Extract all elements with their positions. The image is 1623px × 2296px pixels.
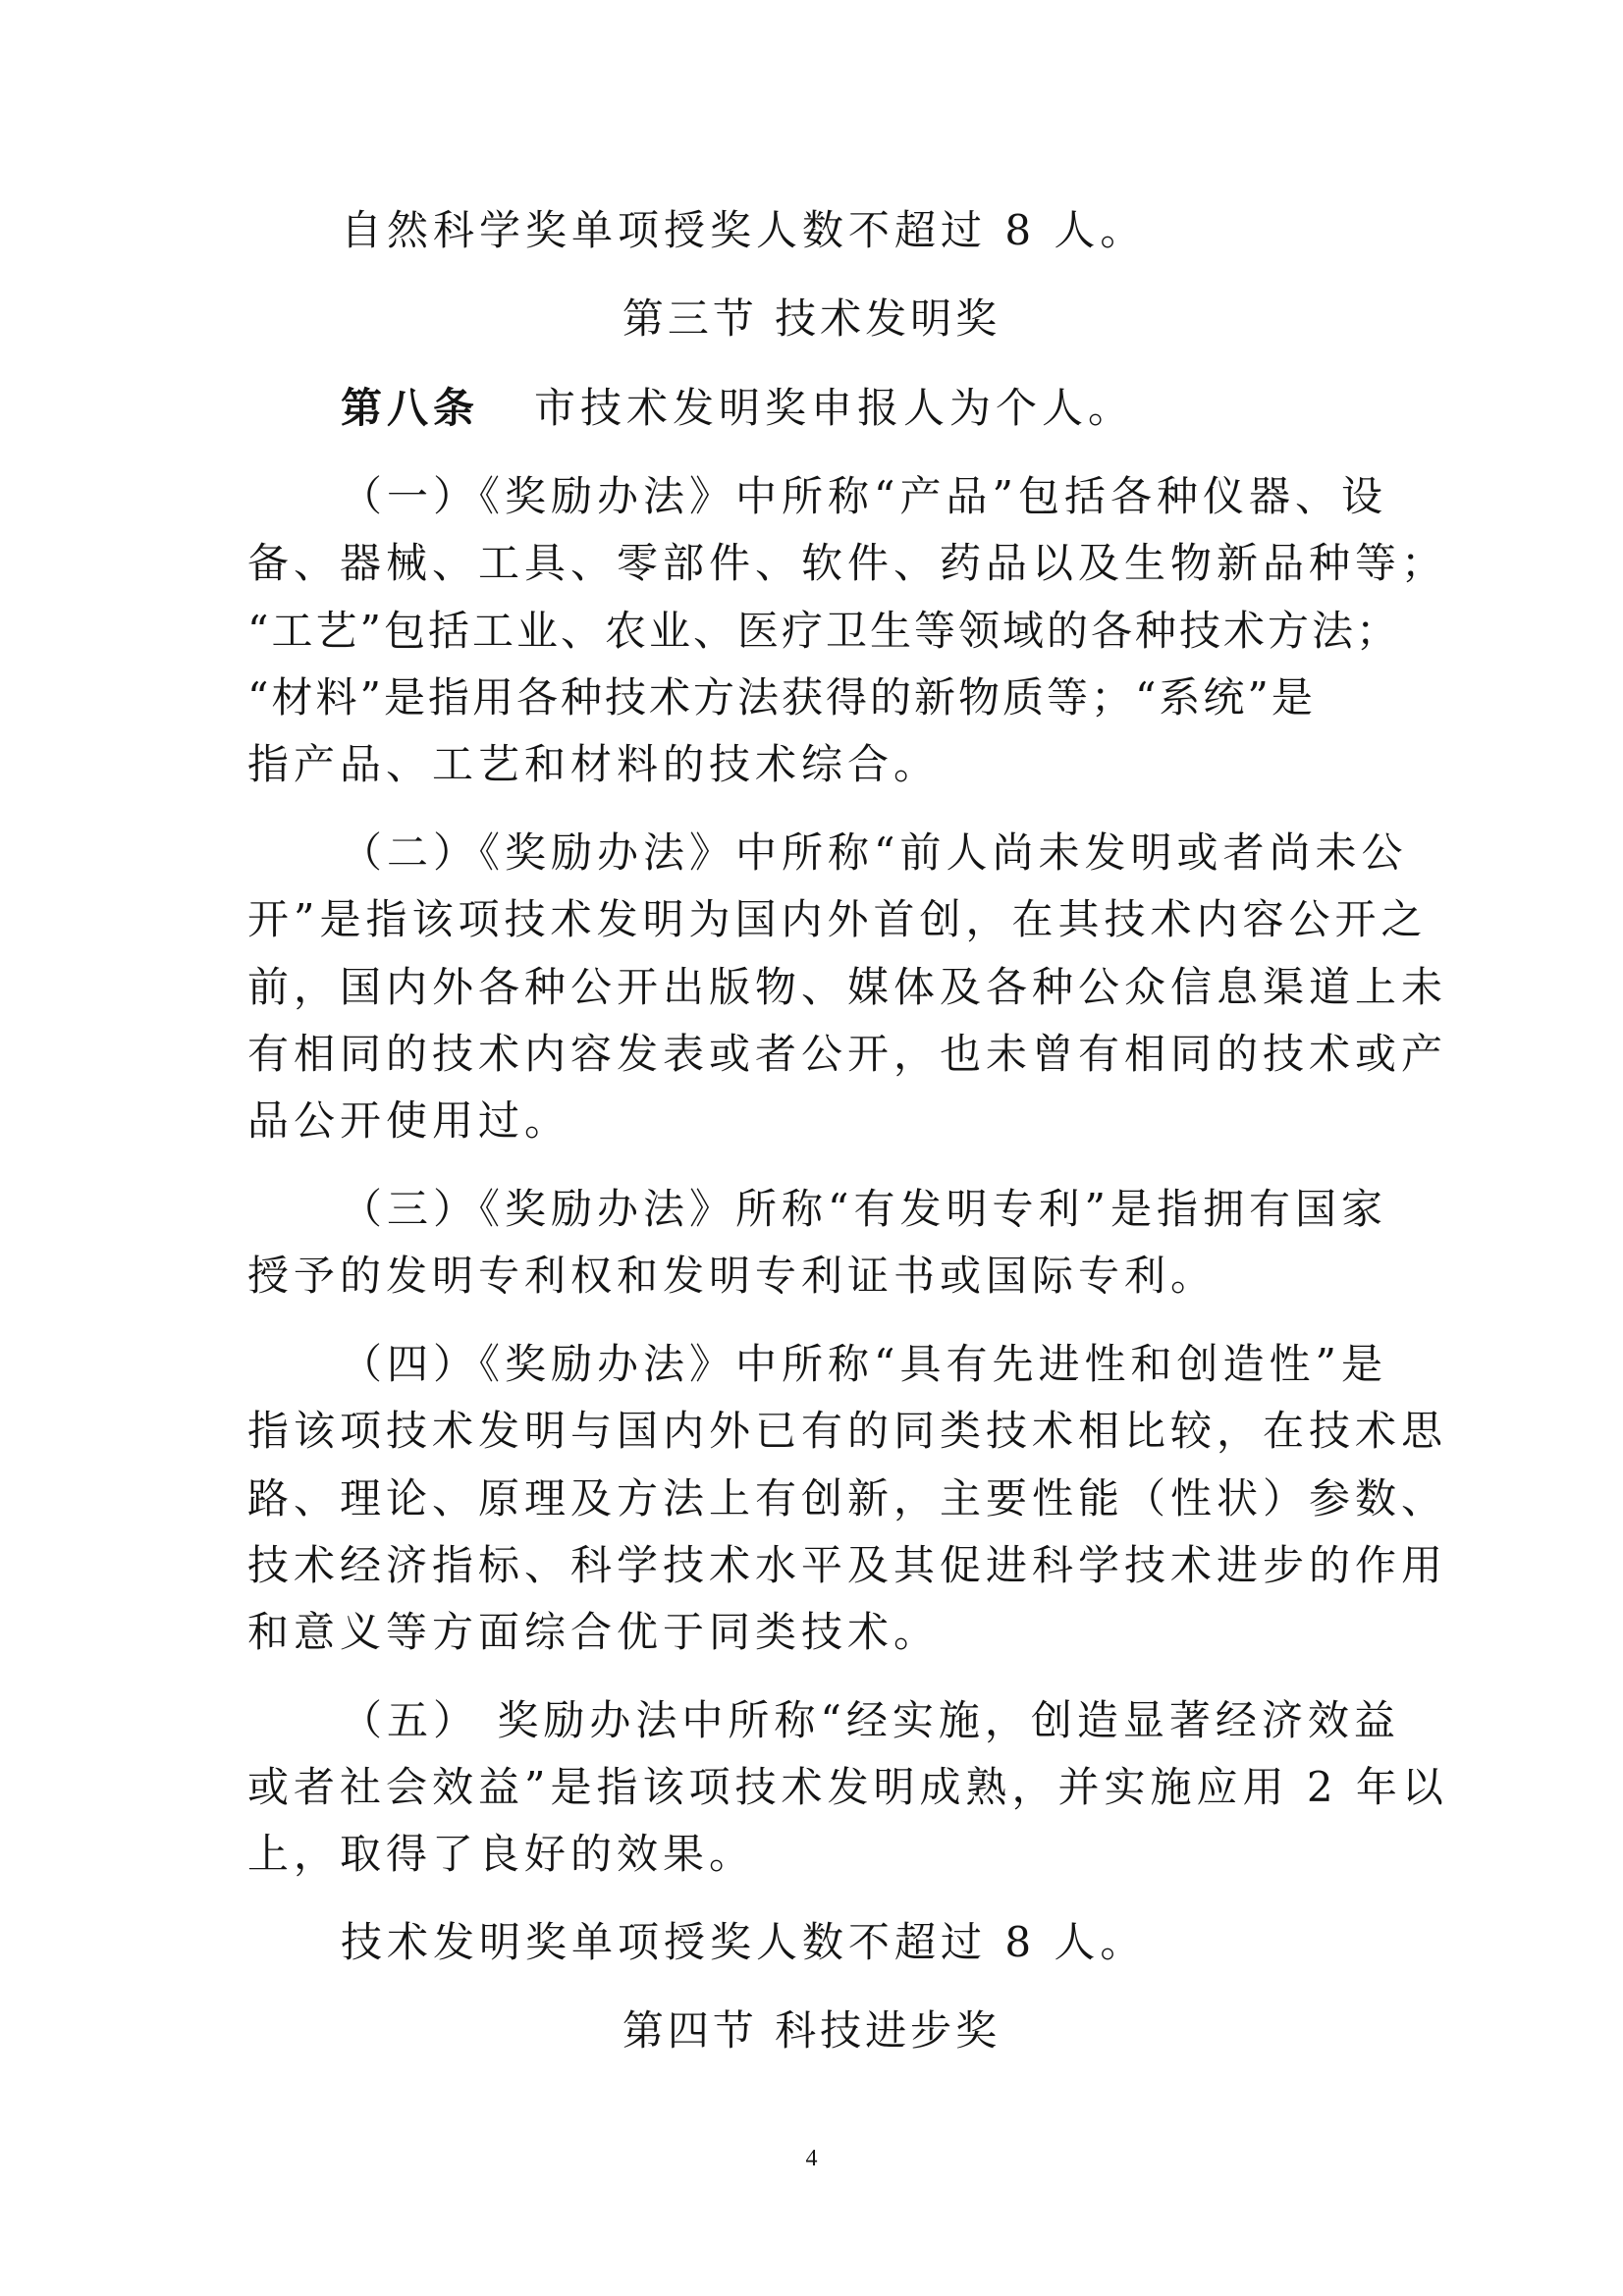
paragraph-5-line-2: 或者社会效益”是指该项技术发明成熟，并实施应用 2 年以	[247, 1763, 1448, 1811]
paragraph-1-line-2: 备、器械、工具、零部件、软件、药品以及生物新品种等；	[247, 539, 1448, 587]
paragraph-4-line-5: 和意义等方面综合优于同类技术。	[247, 1608, 941, 1656]
article-8	[341, 384, 1135, 432]
paragraph-3-line-1: （三）《奖励办法》所称“有发明专利”是指拥有国家	[341, 1185, 1387, 1233]
paragraph-4-line-1: （四）《奖励办法》中所称“具有先进性和创造性”是	[341, 1340, 1387, 1388]
paragraph-4-line-4: 技术经济指标、科学技术水平及其促进科学技术进步的作用	[247, 1541, 1448, 1589]
paragraph-2-line-3: 前，国内外各种公开出版物、媒体及各种公众信息渠道上未	[247, 963, 1448, 1011]
paragraph-2-line-1: （二）《奖励办法》中所称“前人尚未发明或者尚未公	[341, 828, 1408, 877]
paragraph-3-line-2: 授予的发明专利权和发明专利证书或国际专利。	[247, 1252, 1217, 1300]
paragraph-1-line-1: （一）《奖励办法》中所称“产品”包括各种仪器、设	[341, 472, 1387, 520]
technical-invention-award-limit: 技术发明奖单项授奖人数不超过 8 人。	[341, 1918, 1147, 1966]
paragraph-2-line-5: 品公开使用过。	[247, 1096, 571, 1145]
article-8-text: 市技术发明奖申报人为个人。	[534, 384, 1135, 432]
article-8-label: 第八条	[341, 384, 480, 432]
paragraph-5-line-3: 上，取得了良好的效果。	[247, 1830, 756, 1878]
page-number: 4	[805, 2146, 818, 2171]
paragraph-4-line-3: 路、理论、原理及方法上有创新，主要性能（性状）参数、	[247, 1474, 1448, 1522]
paragraph-4-line-2: 指该项技术发明与国内外已有的同类技术相比较，在技术思	[247, 1407, 1448, 1455]
paragraph-2-line-4: 有相同的技术内容发表或者公开，也未曾有相同的技术或产	[247, 1030, 1448, 1078]
natural-science-award-limit: 自然科学奖单项授奖人数不超过 8 人。	[341, 206, 1147, 254]
paragraph-1-line-3: “工艺”包括工业、农业、医疗卫生等领域的各种技术方法；	[247, 607, 1400, 655]
paragraph-2-line-2: 开”是指该项技术发明为国内外首创，在其技术内容公开之	[247, 895, 1428, 943]
paragraph-1-line-5: 指产品、工艺和材料的技术综合。	[247, 740, 941, 788]
section-heading-technical-invention: 第三节 技术发明奖	[622, 294, 1001, 343]
paragraph-1-line-4: “材料”是指用各种技术方法获得的新物质等；“系统”是	[247, 673, 1316, 721]
section-heading-tech-progress: 第四节 科技进步奖	[622, 2006, 1001, 2055]
paragraph-5-line-1: （五） 奖励办法中所称“经实施，创造显著经济效益	[341, 1696, 1400, 1744]
